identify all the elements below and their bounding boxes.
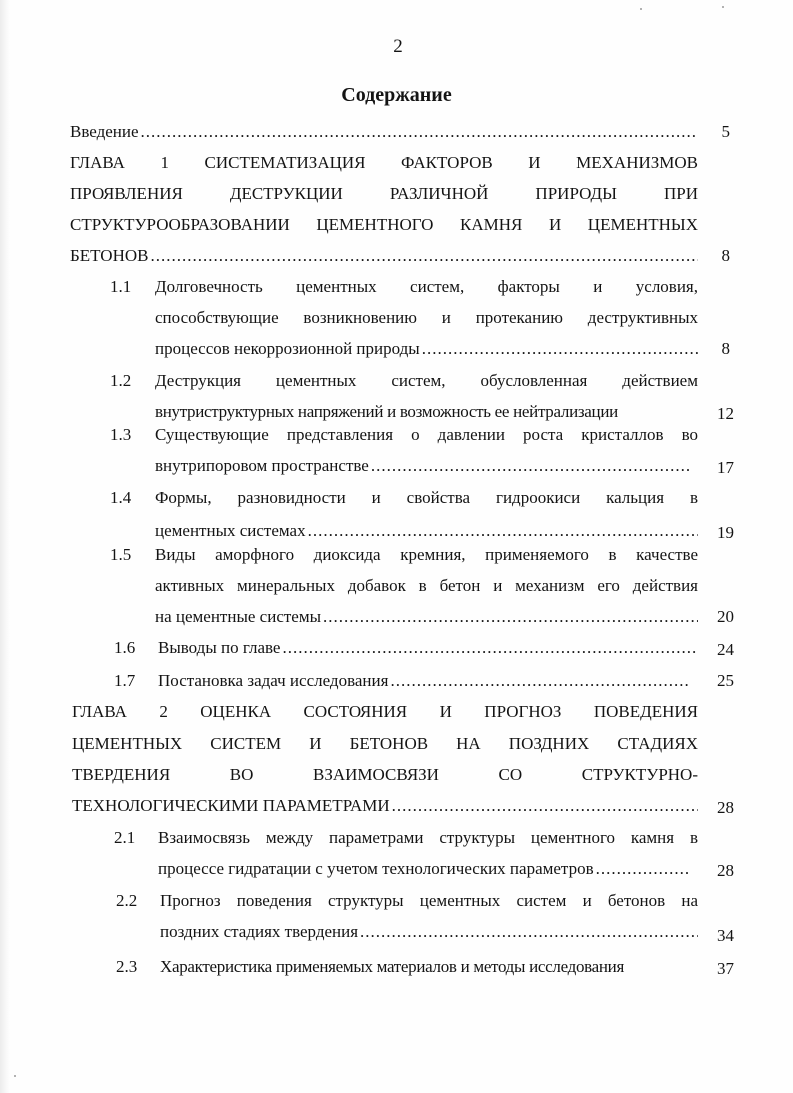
- chapter-heading-line: ПРОЯВЛЕНИЯ ДЕСТРУКЦИИ РАЗЛИЧНОЙ ПРИРОДЫ ПРИ: [70, 184, 698, 203]
- chapter-heading-last-line: [72, 791, 698, 821]
- section-title-last-line: [158, 666, 690, 696]
- toc-entry-label: Введение: [70, 122, 139, 141]
- section-title-last-line: [155, 334, 698, 364]
- section-number: 1.3: [110, 425, 132, 444]
- page-number: 2: [393, 36, 403, 57]
- toc-page-number: 19: [717, 523, 734, 542]
- dot-leader: [360, 917, 698, 947]
- section-title-last-line: [155, 451, 690, 481]
- section-title-text: внутрипоровом пространстве: [155, 456, 369, 475]
- dot-leader: [371, 451, 690, 481]
- dot-leader: [141, 117, 698, 147]
- section-title-last-line: внутриструктурных напряжений и возможность ее нейтрализации: [155, 402, 618, 421]
- dot-leader: [422, 334, 698, 364]
- section-title-last-line: [158, 854, 690, 884]
- dot-leader: [150, 241, 698, 271]
- section-title-text: Постановка задач исследования: [158, 671, 389, 690]
- toc-page-number: 5: [721, 122, 730, 141]
- section-title-line: активных минеральных добавок в бетон и механизм его действия: [155, 576, 698, 595]
- section-title-last-line: [158, 633, 698, 663]
- chapter-heading-last-line: [70, 241, 698, 271]
- section-number: 2.1: [114, 828, 136, 847]
- chapter-heading-line: ТВЕРДЕНИЯ ВО ВЗАИМОСВЯЗИ СО СТРУКТУРНО-: [72, 765, 698, 784]
- section-title-line: Взаимосвязь между параметрами структуры цементного камня в: [158, 828, 698, 847]
- chapter-heading-text: БЕТОНОВ: [70, 246, 149, 265]
- section-number: 1.6: [114, 638, 136, 657]
- chapter-heading-line: ГЛАВА 1 СИСТЕМАТИЗАЦИЯ ФАКТОРОВ И МЕХАНИЗМОВ: [70, 153, 698, 172]
- section-title-text: цементных системах: [155, 521, 306, 540]
- toc-page-number: 37: [717, 959, 734, 978]
- section-title-text: Выводы по главе: [158, 638, 281, 657]
- toc-title: Содержание: [341, 84, 452, 106]
- section-title-text: процессе гидратации с учетом технологических параметров: [158, 859, 594, 878]
- scan-speck: [14, 1075, 16, 1077]
- toc-page-number: 20: [717, 607, 734, 626]
- chapter-heading-line: СТРУКТУРООБРАЗОВАНИИ ЦЕМЕНТНОГО КАМНЯ И ЦЕМЕНТНЫХ: [70, 215, 698, 234]
- section-title-line: Деструкция цементных систем, обусловленная действием: [155, 371, 698, 390]
- toc-page-number: 28: [717, 861, 734, 880]
- section-title-last-line: Характеристика применяемых материалов и методы исследования: [160, 957, 625, 976]
- toc-page-number: 12: [717, 404, 734, 423]
- section-number: 2.3: [116, 957, 138, 976]
- chapter-heading-line: ГЛАВА 2 ОЦЕНКА СОСТОЯНИЯ И ПРОГНОЗ ПОВЕДЕНИЯ: [72, 702, 698, 721]
- section-title-text: поздних стадиях твердения: [160, 922, 359, 941]
- section-title-text: на цементные системы: [155, 607, 322, 626]
- section-number: 1.2: [110, 371, 132, 390]
- dot-leader: [390, 666, 690, 696]
- toc-page-number: 24: [717, 640, 734, 659]
- toc-page-number: 17: [717, 458, 734, 477]
- section-title-line: Прогноз поведения структуры цементных систем и бетонов на: [160, 891, 698, 910]
- section-title-text: процессов некоррозионной природы: [155, 339, 420, 358]
- chapter-heading-line: ЦЕМЕНТНЫХ СИСТЕМ И БЕТОНОВ НА ПОЗДНИХ СТАДИЯХ: [72, 734, 698, 753]
- toc-page-number: 25: [717, 671, 734, 690]
- toc-entry-intro: [70, 117, 698, 147]
- section-number: 1.5: [110, 545, 132, 564]
- section-title-line: Долговечность цементных систем, факторы и условия,: [155, 277, 698, 296]
- dot-leader: [596, 854, 690, 884]
- section-title-last-line: [160, 917, 698, 947]
- section-title-line: Виды аморфного диоксида кремния, применяемого в качестве: [155, 545, 698, 564]
- scan-speck: [722, 6, 724, 8]
- section-number: 1.4: [110, 488, 132, 507]
- toc-page-number: 8: [721, 339, 730, 358]
- section-title-last-line: [155, 602, 698, 632]
- section-title-line: способствующие возникновению и протеканию деструктивных: [155, 308, 698, 327]
- toc-page-number: 28: [717, 798, 734, 817]
- section-title-line: Существующие представления о давлении роста кристаллов во: [155, 425, 698, 444]
- section-number: 2.2: [116, 891, 138, 910]
- dot-leader: [282, 633, 698, 663]
- dot-leader: [323, 602, 698, 632]
- dot-leader: [392, 791, 698, 821]
- section-number: 1.1: [110, 277, 132, 296]
- scan-edge-shadow: [0, 0, 10, 1093]
- toc-page-number: 8: [721, 246, 730, 265]
- section-number: 1.7: [114, 671, 136, 690]
- chapter-heading-text: ТЕХНОЛОГИЧЕСКИМИ ПАРАМЕТРАМИ: [72, 796, 390, 815]
- section-title-line: Формы, разновидности и свойства гидроокиси кальция в: [155, 488, 698, 507]
- scan-speck: [640, 8, 642, 10]
- toc-page-number: 34: [717, 926, 734, 945]
